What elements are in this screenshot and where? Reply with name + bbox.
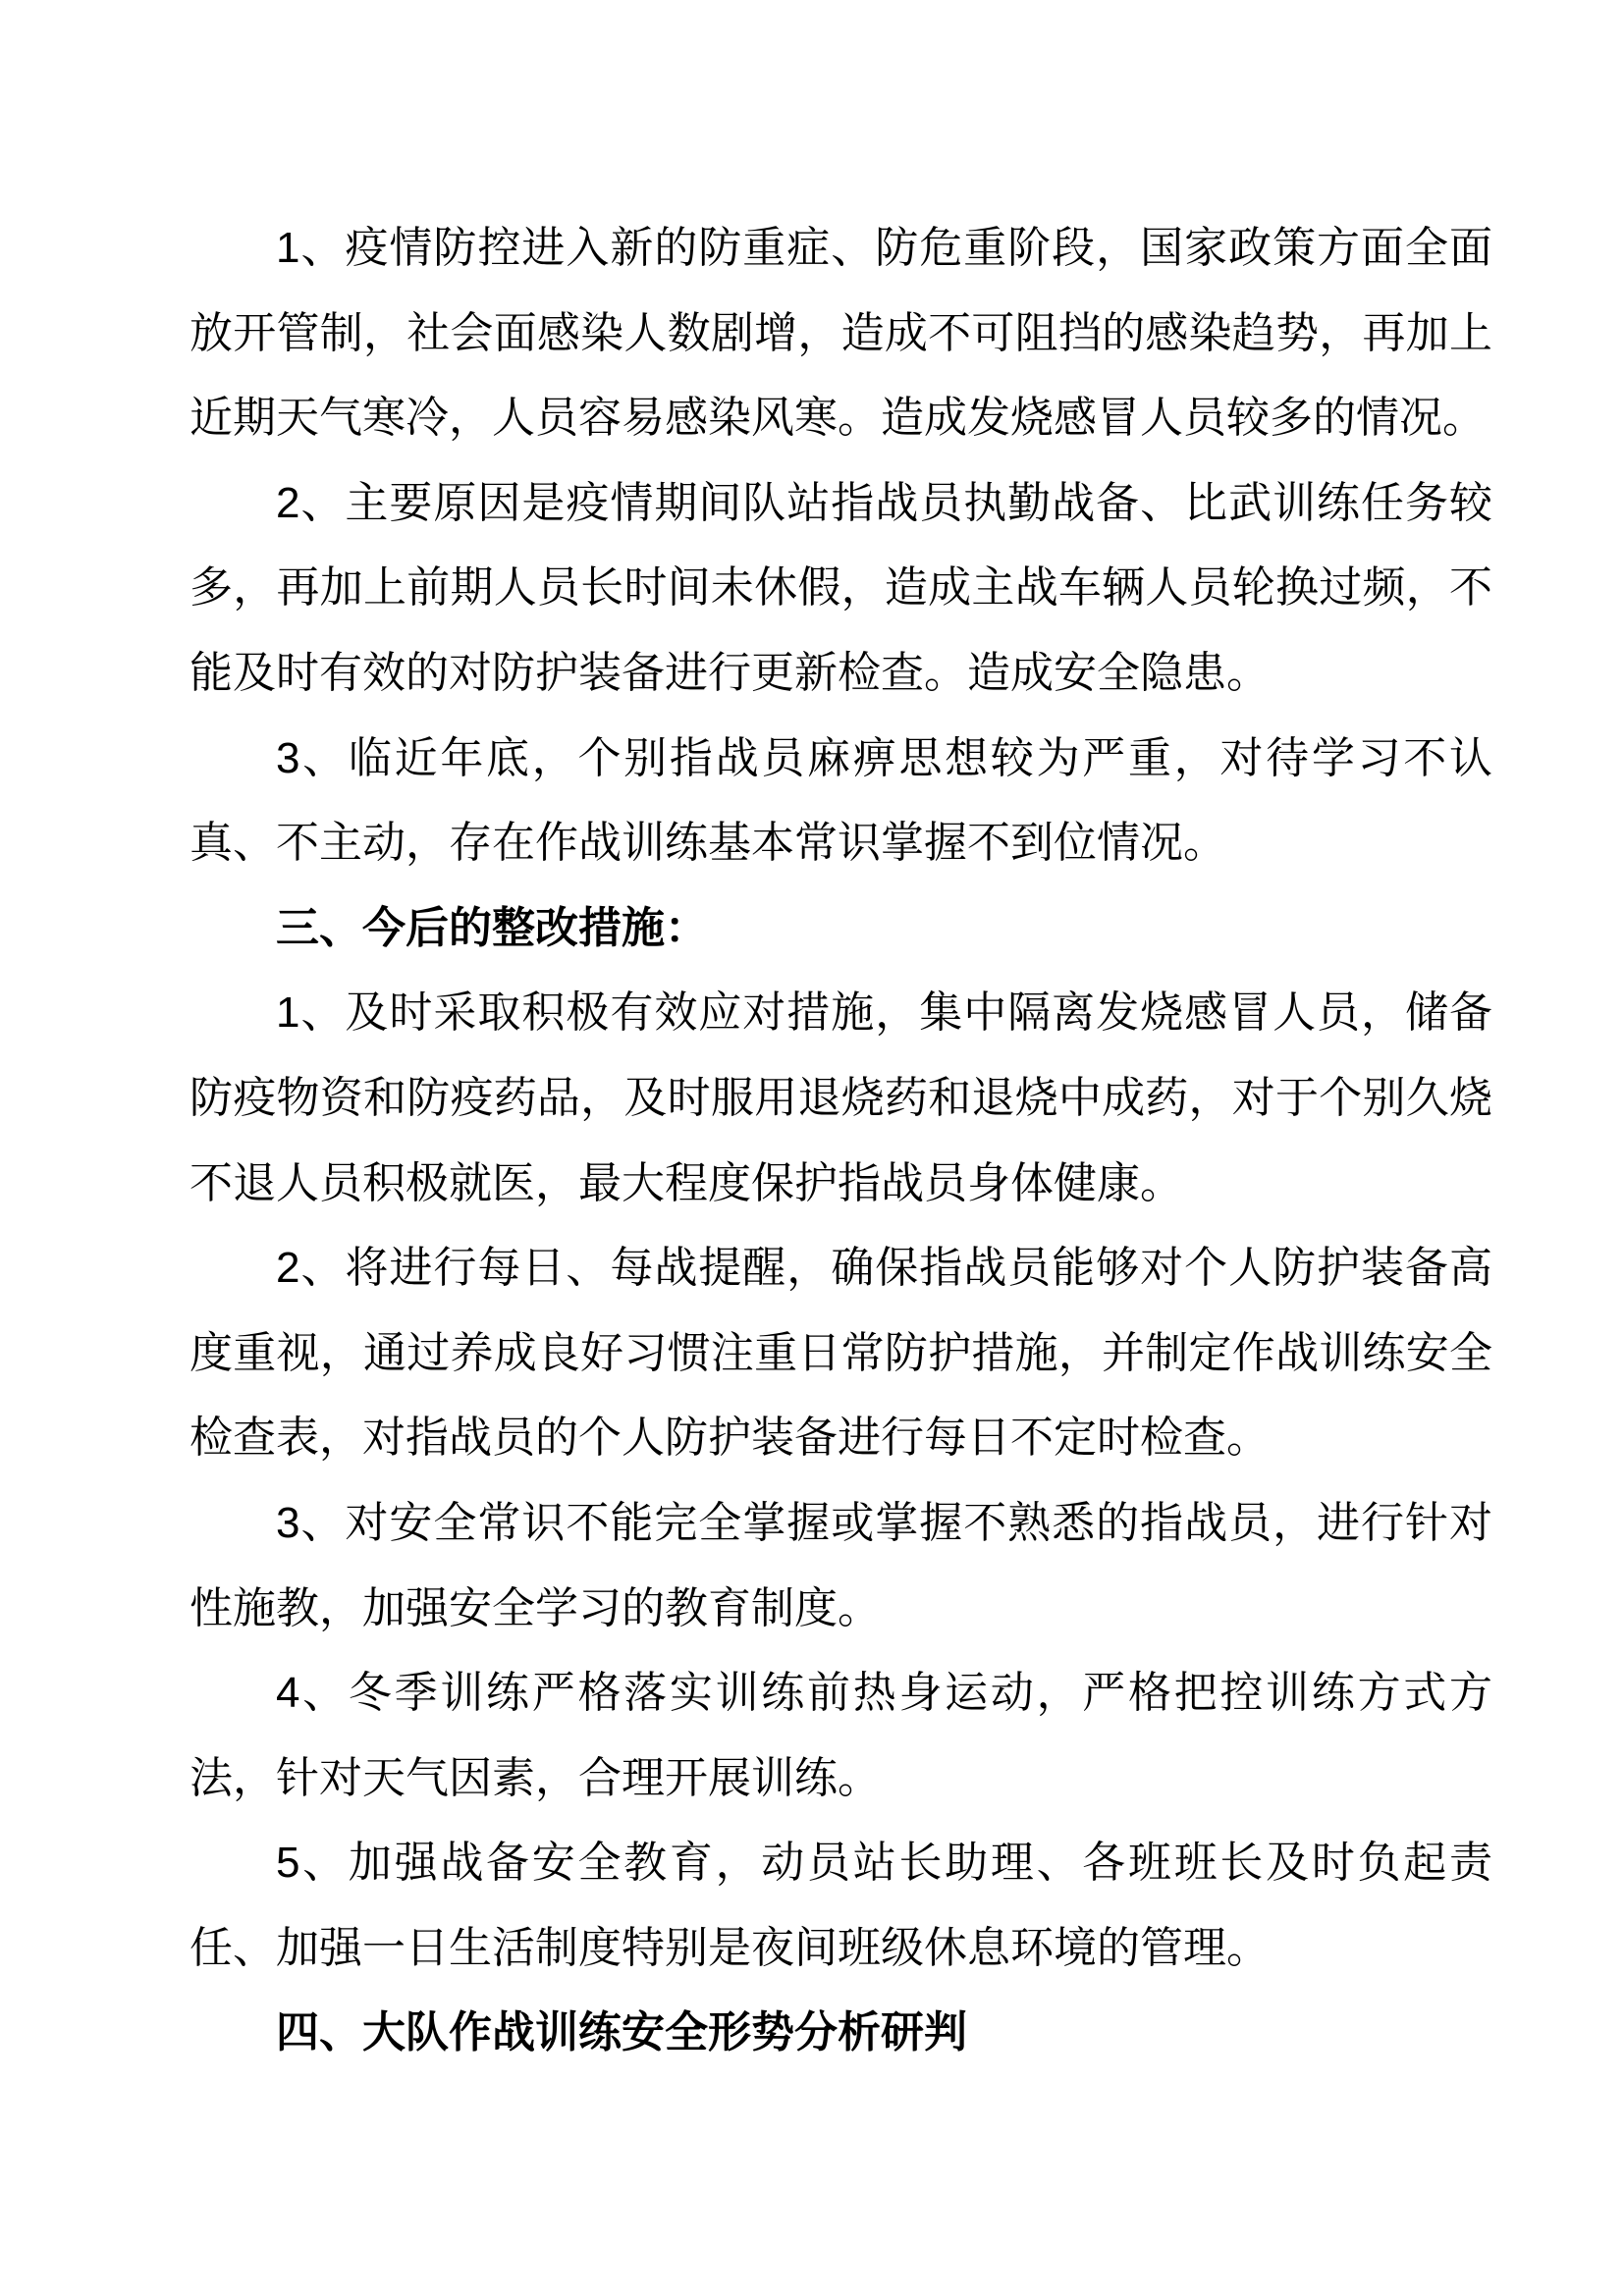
paragraph-measure-3: 3、对安全常识不能完全掌握或掌握不熟悉的指战员，进行针对性施教，加强安全学习的教育制度。 [189, 1498, 1492, 1632]
section-heading-measures: 三、今后的整改措施： [276, 903, 708, 952]
paragraph-problem-1: 1、疫情防控进入新的防重症、防危重阶段，国家政策方面全面放开管制，社会面感染人数剧增，造成不可阻挡的感染趋势，再加上近期天气寒冷，人员容易感染风寒。造成发烧感冒人员较多的情况。 [189, 224, 1492, 443]
paragraph-measure-2: 2、将进行每日、每战提醒，确保指战员能够对个人防护装备高度重视，通过养成良好习惯注重日常防护措施，并制定作战训练安全检查表，对指战员的个人防护装备进行每日不定时检查。 [189, 1244, 1492, 1463]
paragraph-measure-4: 4、冬季训练严格落实训练前热身运动，严格把控训练方式方法，针对天气因素，合理开展训练。 [189, 1669, 1492, 1802]
section-heading-analysis: 四、大队作战训练安全形势分析研判 [276, 2008, 967, 2057]
paragraph-problem-2: 2、主要原因是疫情期间队站指战员执勤战备、比武训练任务较多，再加上前期人员长时间未休假，造成主战车辆人员轮换过频，不能及时有效的对防护装备进行更新检查。造成安全隐患。 [189, 478, 1492, 697]
paragraph-measure-1: 1、及时采取积极有效应对措施，集中隔离发烧感冒人员，储备防疫物资和防疫药品，及时服用退烧药和退烧中成药，对于个别久烧不退人员积极就医，最大程度保护指战员身体健康。 [189, 988, 1492, 1207]
document-body [189, 206, 1492, 2076]
paragraph-problem-3: 3、临近年底，个别指战员麻痹思想较为严重，对待学习不认真、不主动，存在作战训练基本常识掌握不到位情况。 [189, 733, 1492, 868]
paragraph-measure-5: 5、加强战备安全教育，动员站长助理、各班班长及时负起责任、加强一日生活制度特别是夜间班级休息环境的管理。 [189, 1839, 1492, 1972]
